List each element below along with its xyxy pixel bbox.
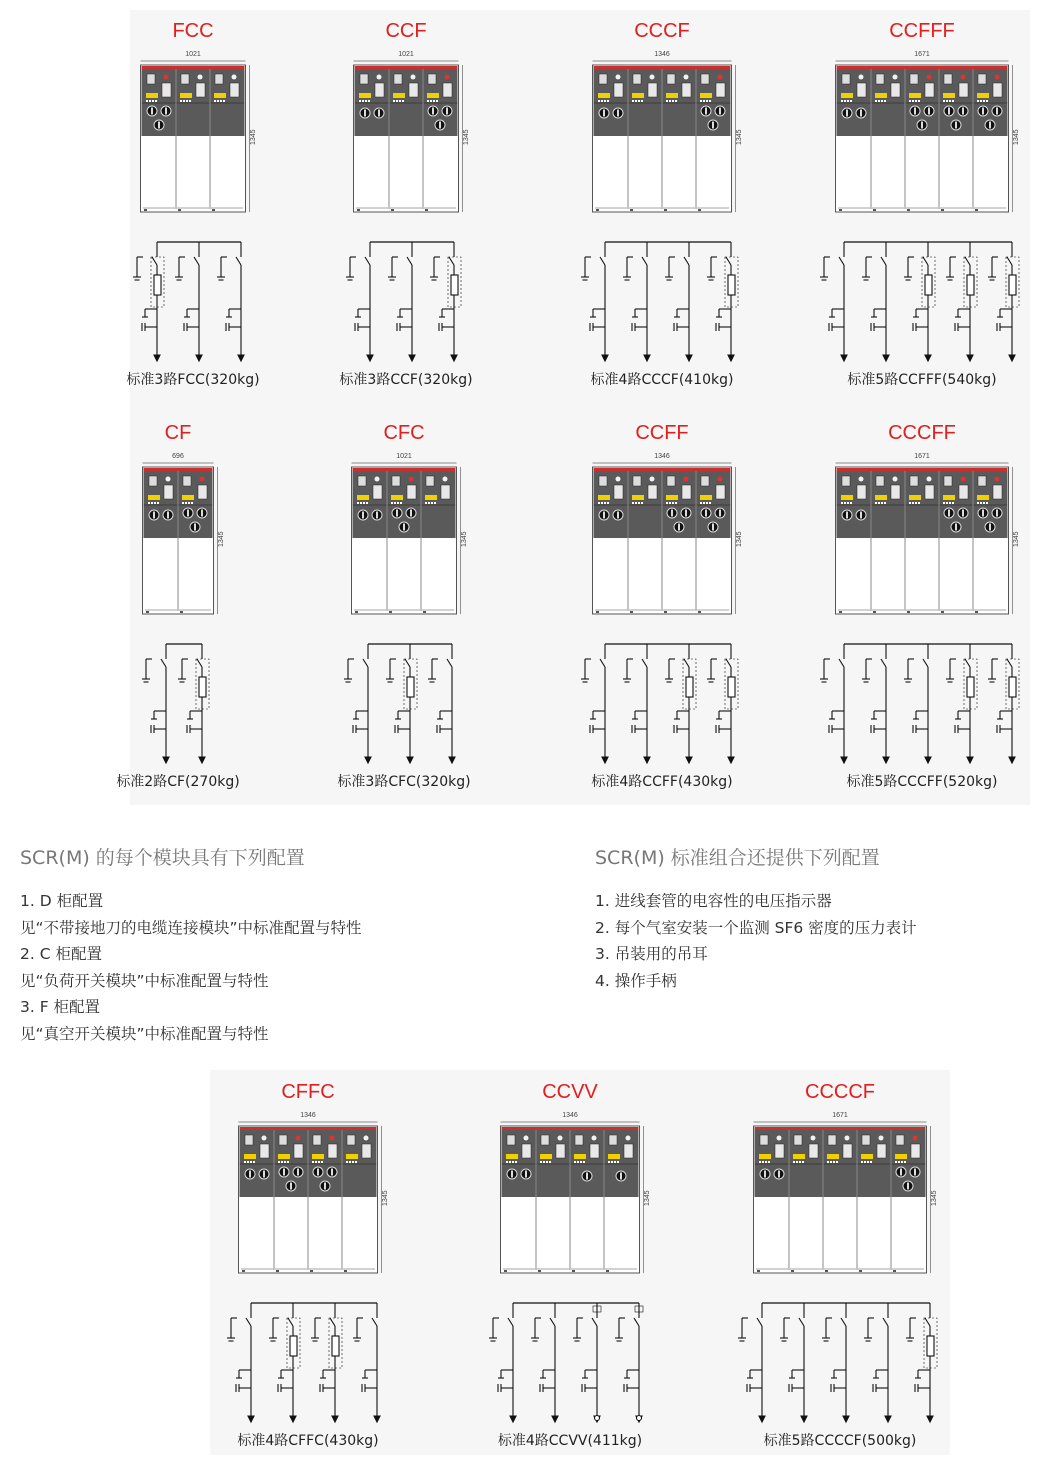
cabinet-caption: 标准4路CFFC(430kg) [237, 1433, 379, 1449]
cabinet-config-cccff [802, 422, 1042, 802]
left-section-title: SCR(M) 的每个模块具有下列配置 [20, 847, 305, 869]
feeder-f [386, 644, 417, 763]
cabinet-caption: 标准5路CCFFF(540kg) [847, 372, 997, 388]
height-dimension-label: 1345 [1012, 129, 1020, 145]
height-dimension-label: 1345 [735, 531, 743, 547]
feeder-c [864, 1303, 891, 1422]
feeder-f [178, 644, 209, 763]
single-line-diagram [286, 237, 526, 387]
cabinet-title: CCF [385, 20, 427, 42]
cabinet-title: CFC [383, 422, 425, 444]
cabinet-config-cf [58, 422, 298, 802]
width-dimension-label: 1346 [654, 51, 670, 58]
width-dimension-label: 1346 [300, 1112, 316, 1119]
list-item: 1. 进线套管的电容性的电压指示器 [595, 892, 832, 910]
width-dimension-label: 1346 [654, 453, 670, 460]
width-dimension-label: 1671 [914, 453, 930, 460]
cabinet-config-cccf [542, 20, 782, 400]
cabinet-caption: 标准4路CCCF(410kg) [590, 372, 734, 388]
list-item: 见“负荷开关模块”中标准配置与特性 [20, 971, 269, 990]
cabinet-config-ccfff [802, 20, 1042, 400]
cabinet-config-ccff [542, 422, 782, 802]
feeder-c [820, 242, 847, 361]
left-section-list [20, 888, 362, 1047]
feeder-c [822, 1303, 849, 1422]
single-line-diagram [73, 237, 313, 387]
feeder-f [707, 644, 738, 763]
cabinet-caption: 标准5路CCCFF(520kg) [846, 774, 998, 790]
height-dimension-label: 1345 [643, 1190, 651, 1206]
height-dimension-label: 1345 [735, 129, 743, 145]
feeder-f [269, 1303, 300, 1422]
feeder-f [906, 1303, 937, 1422]
feeder-c [581, 242, 608, 361]
feeder-c [623, 242, 650, 361]
height-dimension-label: 1345 [217, 531, 225, 547]
feeder-c [531, 1303, 558, 1422]
feeder-c [665, 242, 692, 361]
width-dimension-label: 1671 [914, 51, 930, 58]
height-dimension-label: 1345 [930, 1190, 938, 1206]
cabinet-config-ccccf [720, 1081, 960, 1461]
width-dimension-label: 1021 [398, 51, 414, 58]
cabinet-caption: 标准4路CCFF(430kg) [591, 774, 733, 790]
height-dimension-label: 1345 [249, 129, 257, 145]
feeder-f [707, 242, 738, 361]
feeder-c [820, 644, 847, 763]
list-item: 2. C 柜配置 [20, 945, 102, 963]
cabinet-title: FCC [172, 20, 214, 42]
feeder-c [388, 242, 415, 361]
cabinet-caption: 标准3路FCC(320kg) [126, 372, 260, 388]
cabinet-config-cffc [188, 1081, 428, 1461]
list-item: 3. F 柜配置 [20, 998, 101, 1016]
cabinet-title: CCCFF [888, 422, 956, 444]
list-item: 见“不带接地刀的电缆连接模块”中标准配置与特性 [20, 918, 362, 937]
width-dimension-label: 1021 [396, 453, 412, 460]
feeder-f [946, 644, 977, 763]
feeder-f [904, 242, 935, 361]
width-dimension-label: 1346 [562, 1112, 578, 1119]
cabinet-title: CCCCF [805, 1081, 875, 1103]
cabinet-caption: 标准3路CFC(320kg) [337, 774, 471, 790]
cabinet-config-cfc [284, 422, 524, 802]
feeder-c [862, 242, 889, 361]
single-line-diagram [188, 1298, 428, 1448]
feeder-f [988, 644, 1019, 763]
feeder-c [623, 644, 650, 763]
cabinet-caption: 标准5路CCCCF(500kg) [763, 1433, 917, 1449]
single-line-diagram [58, 639, 298, 789]
cabinet-config-ccf [286, 20, 526, 400]
cabinet-title: CCCF [634, 20, 690, 42]
feeder-c [428, 644, 455, 763]
single-line-diagram [542, 237, 782, 387]
feeder-c [581, 644, 608, 763]
feeder-c [862, 644, 889, 763]
single-line-diagram [720, 1298, 960, 1448]
feeder-c [353, 1303, 380, 1422]
cabinet-title: CF [164, 422, 192, 444]
cabinet-caption: 标准4路CCVV(411kg) [497, 1433, 643, 1449]
single-line-diagram [542, 639, 782, 789]
height-dimension-label: 1345 [460, 531, 468, 547]
feeder-v [573, 1303, 601, 1422]
cabinet-caption: 标准2路CF(270kg) [116, 774, 240, 790]
height-dimension-label: 1345 [462, 129, 470, 145]
feeder-c [780, 1303, 807, 1422]
feeder-f [311, 1303, 342, 1422]
feeder-c [227, 1303, 254, 1422]
single-line-diagram [802, 639, 1042, 789]
feeder-c [904, 644, 931, 763]
feeder-c [738, 1303, 765, 1422]
list-item: 4. 操作手柄 [595, 971, 677, 990]
height-dimension-label: 1345 [1012, 531, 1020, 547]
single-line-diagram [450, 1298, 690, 1448]
feeder-v [615, 1303, 643, 1422]
cabinet-title: CCFFF [889, 20, 955, 42]
feeder-f [946, 242, 977, 361]
cabinet-config-ccvv [450, 1081, 690, 1461]
feeder-f [430, 242, 461, 361]
cabinet-title: CFFC [281, 1081, 335, 1103]
list-item: 2. 每个气室安装一个监测 SF6 密度的压力表计 [595, 918, 917, 937]
height-dimension-label: 1345 [381, 1190, 389, 1206]
list-item: 1. D 柜配置 [20, 892, 104, 910]
cabinet-title: CCVV [542, 1081, 598, 1103]
feeder-f [665, 644, 696, 763]
width-dimension-label: 1671 [832, 1112, 848, 1119]
list-item: 3. 吊装用的吊耳 [595, 945, 708, 963]
feeder-c [489, 1303, 516, 1422]
cabinet-caption: 标准3路CCF(320kg) [339, 372, 473, 388]
feeder-f [988, 242, 1019, 361]
feeder-c [346, 242, 373, 361]
width-dimension-label: 696 [172, 453, 184, 460]
cabinet-config-fcc [73, 20, 313, 400]
right-section-title: SCR(M) 标准组合还提供下列配置 [595, 847, 880, 869]
feeder-f [133, 242, 164, 361]
feeder-c [175, 242, 202, 361]
right-section-list [595, 888, 917, 994]
feeder-c [217, 242, 244, 361]
list-item: 见“真空开关模块”中标准配置与特性 [20, 1024, 269, 1043]
width-dimension-label: 1021 [185, 51, 201, 58]
feeder-c [142, 644, 169, 763]
single-line-diagram [284, 639, 524, 789]
feeder-c [344, 644, 371, 763]
cabinet-title: CCFF [635, 422, 689, 444]
single-line-diagram [802, 237, 1042, 387]
